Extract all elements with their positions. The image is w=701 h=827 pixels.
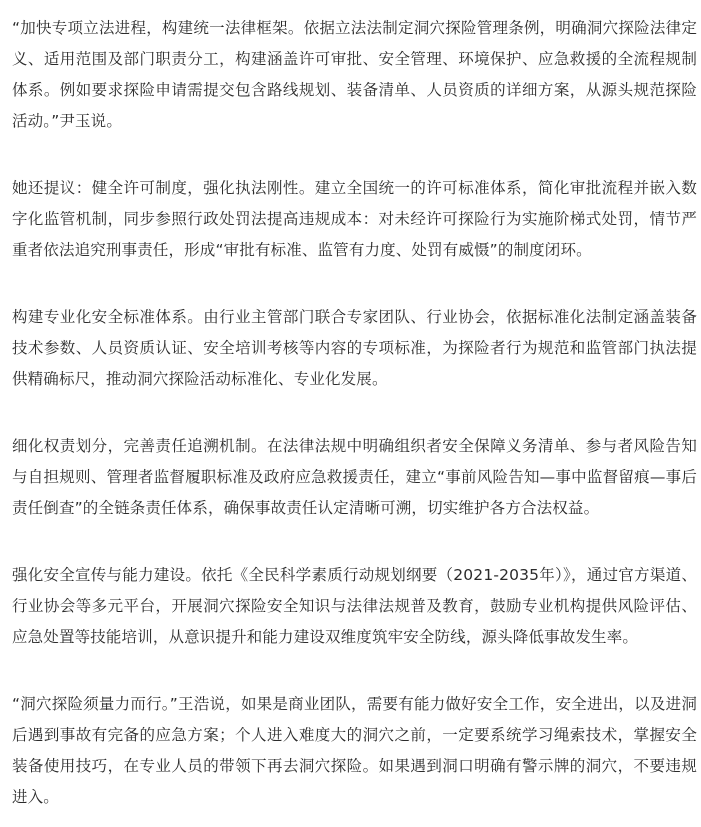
paragraph-legislation: “加快专项立法进程，构建统一法律框架。依据立法法制定洞穴探险管理条例，明确洞穴探险法律定义、适用范围及部门职责分工，构建涵盖许可审批、安全管理、环境保护、应急救援的全流程规制体系。例如要求探险申请需提交包含路线规划、装备清单、人员资质的详细方案，从源头规范探险活动。”尹玉说。	[12, 19, 697, 130]
paragraph-safety-standards: 构建专业化安全标准体系。由行业主管部门联合专家团队、行业协会，依据标准化法制定涵盖装备技术参数、人员资质认证、安全培训考核等内容的专项标准，为探险者行为规范和监管部门执法提供精确标尺，推动洞穴探险活动标准化、专业化发展。	[12, 308, 697, 388]
paragraph-publicity-training: 强化安全宣传与能力建设。依托《全民科学素质行动规划纲要（2021-2035年）》，通过官方渠道、行业协会等多元平台，开展洞穴探险安全知识与法律法规普及教育，鼓励专业机构提供风险评估、应急处置等技能培训，从意识提升和能力建设双维度筑牢安全防线，源头降低事故发生率。	[12, 566, 697, 646]
paragraph-responsibility: 细化权责划分，完善责任追溯机制。在法律法规中明确组织者安全保障义务清单、参与者风险告知与自担规则、管理者监督履职标准及政府应急救援责任，建立“事前风险告知—事中监督留痕—事后责任倒查”的全链条责任体系，确保事故责任认定清晰可溯，切实维护各方合法权益。	[12, 437, 697, 517]
article-body	[12, 13, 697, 813]
paragraph-licensing: 她还提议：健全许可制度，强化执法刚性。建立全国统一的许可标准体系，简化审批流程并嵌入数字化监管机制，同步参照行政处罚法提高违规成本：对未经许可探险行为实施阶梯式处罚，情节严重者依法追究刑事责任，形成“审批有标准、监管有力度、处罚有威慑”的制度闭环。	[12, 179, 697, 259]
paragraph-caving-advice: “洞穴探险须量力而行。”王浩说，如果是商业团队，需要有能力做好安全工作，安全进出，以及进洞后遇到事故有完备的应急方案；个人进入难度大的洞穴之前，一定要系统学习绳索技术，掌握安全装备使用技巧，在专业人员的带领下再去洞穴探险。如果遇到洞口明确有警示牌的洞穴，不要违规进入。	[12, 695, 697, 806]
